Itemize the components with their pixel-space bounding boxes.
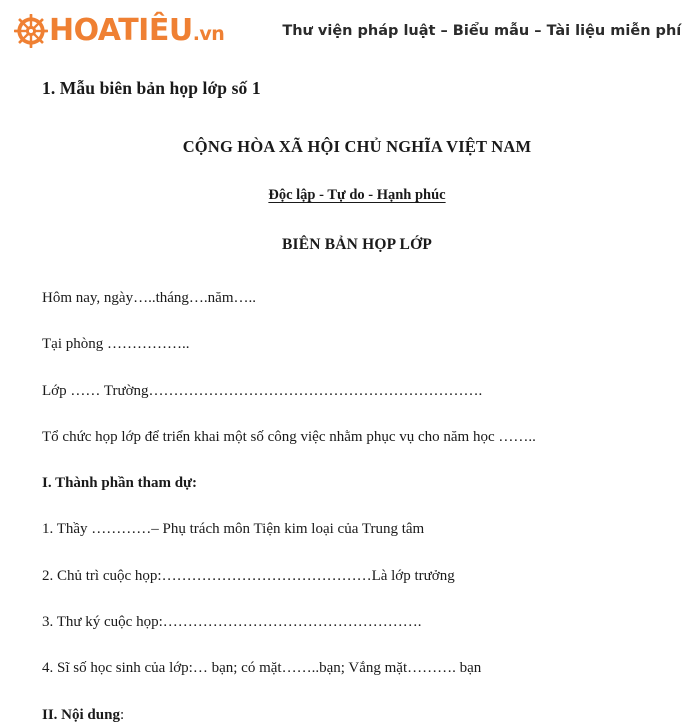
document-body <box>0 78 696 725</box>
site-header <box>0 0 696 62</box>
brand-tld: .vn <box>192 23 225 45</box>
heading-section-ii-text: II. Nội dung <box>42 707 120 724</box>
brand-logo-link[interactable] <box>14 14 224 48</box>
document-title: BIÊN BẢN HỌP LỚP <box>281 236 433 253</box>
national-motto-text: Độc lập - Tự do - Hạnh phúc <box>268 187 446 203</box>
ship-wheel-icon <box>14 14 48 48</box>
page-title: 1. Mẫu biên bản họp lớp số 1 <box>42 78 261 98</box>
line-date: Hôm nay, ngày…..tháng….năm….. <box>42 290 256 306</box>
line-purpose: Tổ chức họp lớp để triển khai một số công việc nhằm phục vụ cho năm học …….. <box>42 428 536 445</box>
attendee-item-4: 4. Sĩ số học sinh của lớp:… bạn; có mặt……..bạn; Vắng mặt………. bạn <box>42 660 482 676</box>
attendee-item-2: 2. Chủ trì cuộc họp:……………………………………Là lớp trưởng <box>42 567 455 584</box>
attendee-item-1: 1. Thầy …………– Phụ trách môn Tiện kim loại của Trung tâm <box>42 521 425 538</box>
line-room: Tại phòng …………….. <box>42 336 190 353</box>
site-tagline: Thư viện pháp luật – Biểu mẫu – Tài liệu miễn phí <box>282 23 682 39</box>
national-motto <box>42 187 672 204</box>
heading-section-ii <box>42 677 672 724</box>
attendee-item-3: 3. Thư ký cuộc họp:……………………………………………. <box>42 613 422 630</box>
heading-section-i: I. Thành phần tham dự: <box>42 475 198 491</box>
brand-wordmark <box>49 13 225 48</box>
line-class-school: Lớp …… Trường…………………………………………………………. <box>42 382 483 399</box>
heading-section-ii-colon: : <box>119 707 125 724</box>
brand-name: HOATIÊU <box>49 13 193 48</box>
national-heading: CỘNG HÒA XÃ HỘI CHỦ NGHĨA VIỆT NAM <box>182 137 532 156</box>
